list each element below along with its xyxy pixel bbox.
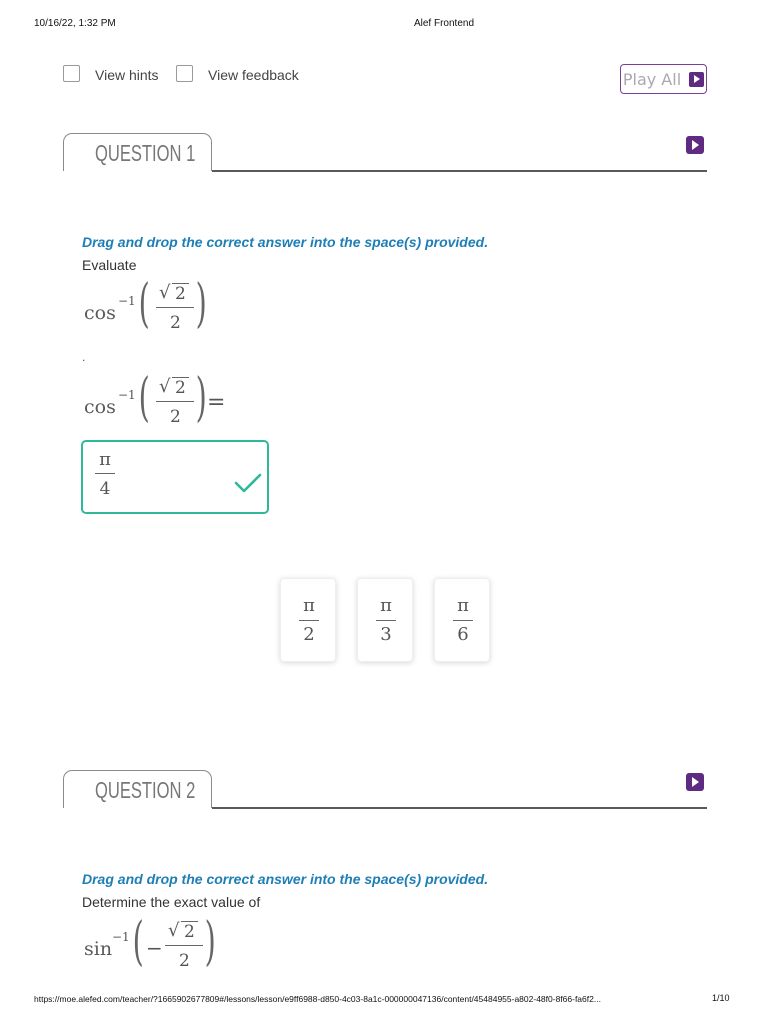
question-2-play-icon[interactable] — [686, 773, 704, 791]
question-1-title: QUESTION 1 — [95, 140, 196, 166]
question-2-expression: sin −1 ( − √ 2 2 ) — [84, 912, 216, 972]
play-all-label: Play All — [622, 69, 682, 89]
equals-sign: = — [207, 390, 226, 415]
check-icon — [234, 472, 262, 494]
view-feedback-label[interactable]: View feedback — [208, 67, 299, 83]
question-1-expression: cos −1 ( √ 2 2 ) — [84, 274, 207, 334]
view-feedback-checkbox[interactable] — [176, 65, 193, 82]
option-tile-pi-over-3[interactable]: π 3 — [357, 578, 413, 662]
print-page-number: 1/10 — [712, 993, 730, 1003]
question-2-prompt: Determine the exact value of — [82, 894, 261, 910]
print-page-title: Alef Frontend — [413, 18, 475, 29]
question-1-prompt: Evaluate — [82, 257, 137, 273]
view-hints-checkbox[interactable] — [63, 65, 80, 82]
view-hints-label[interactable]: View hints — [95, 67, 159, 83]
option-tile-pi-over-6[interactable]: π 6 — [434, 578, 490, 662]
play-icon — [689, 72, 704, 87]
question-2-instruction: Drag and drop the correct answer into the space(s) provided. — [82, 871, 489, 887]
question-1-divider — [212, 170, 707, 172]
answer-numerator: π — [99, 449, 111, 470]
question-1-instruction: Drag and drop the correct answer into the space(s) provided. — [82, 234, 489, 250]
print-url: https://moe.alefed.com/teacher/?1665902677809#/lessons/lesson/e9ff6988-d850-4c03-8a1c-000000047136/content/45484955-a802-48f0-8f66-fa6f2... — [34, 994, 601, 1004]
separator-dot: . — [82, 350, 86, 364]
question-2-divider — [212, 807, 707, 809]
question-1-play-icon[interactable] — [686, 136, 704, 154]
question-2-title: QUESTION 2 — [95, 777, 196, 803]
print-datetime: 10/16/22, 1:32 PM — [34, 18, 116, 29]
question-1-equation: cos −1 ( √ 2 2 ) = — [84, 368, 226, 428]
answer-denominator: 4 — [99, 479, 111, 499]
answer-drop-zone[interactable] — [81, 440, 269, 514]
play-all-button[interactable] — [620, 64, 707, 94]
option-tile-pi-over-2[interactable]: π 2 — [280, 578, 336, 662]
